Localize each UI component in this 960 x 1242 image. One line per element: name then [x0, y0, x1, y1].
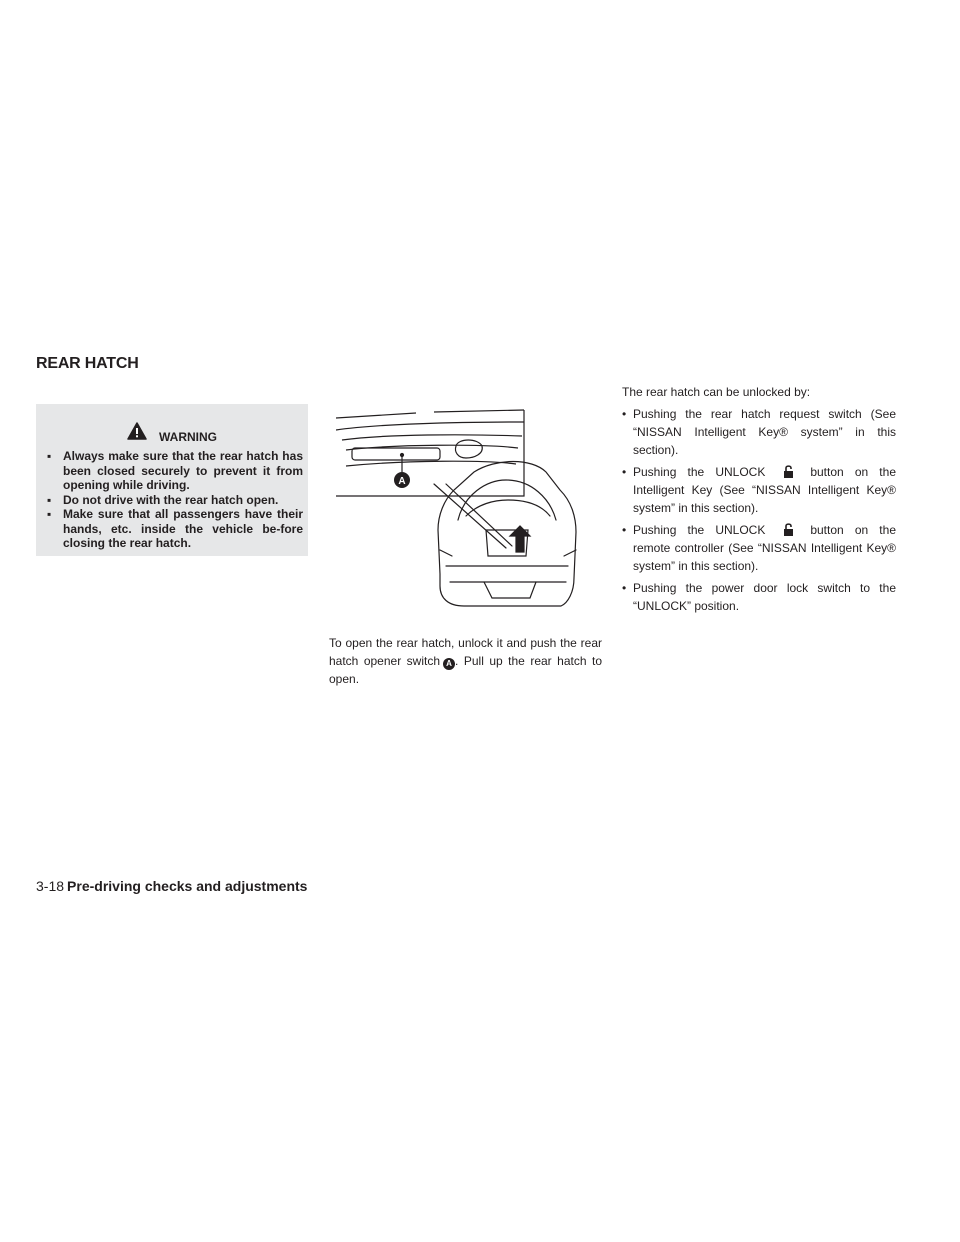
unlock-methods	[622, 383, 896, 619]
section-title: REAR HATCH	[36, 355, 139, 372]
warning-box	[36, 404, 308, 556]
unlock-item: • Pushing the power door lock switch to the “UNLOCK” position.	[622, 579, 896, 615]
warning-list	[45, 449, 303, 551]
detail-inset	[336, 410, 524, 496]
callout-a-marker: A	[443, 658, 455, 670]
figure-caption	[329, 634, 602, 688]
warning-title: WARNING	[159, 430, 217, 444]
unlock-list	[622, 405, 896, 615]
caption-text-2: . Pull up the rear hatch to open.	[329, 654, 602, 686]
caption-text-1: To open the rear hatch, unlock it and push the rear hatch opener switch	[329, 636, 602, 668]
unlock-item-text: Pushing the UNLOCK	[633, 523, 766, 537]
unlock-item-text: Pushing the UNLOCK	[633, 465, 766, 479]
rear-hatch-illustration	[336, 400, 596, 620]
callout-a	[394, 472, 410, 488]
warning-header	[36, 418, 308, 444]
callout-a-label: A	[398, 476, 406, 487]
footer-section-name: Pre-driving checks and adjustments	[67, 878, 308, 894]
warning-item: ▪ Make sure that all passengers have their hands, etc. inside the vehicle be-fore closing the rear hatch.	[45, 507, 303, 551]
warning-item: ▪ Always make sure that the rear hatch has been closed securely to prevent it from opening while driving.	[45, 449, 303, 493]
unlock-intro: The rear hatch can be unlocked by:	[622, 385, 811, 399]
unlock-item	[622, 463, 896, 517]
page-footer	[36, 878, 307, 894]
unlock-item: • Pushing the rear hatch request switch (See “NISSAN Intelligent Key® system” in this section).	[622, 405, 896, 459]
unlock-item	[622, 521, 896, 575]
unlock-item-text: button on the Intelligent Key (See “NISSAN Intelligent Key® system” in this section).	[633, 465, 896, 515]
page-number: 3-18	[36, 878, 65, 894]
unlock-icon	[783, 522, 794, 536]
unlock-item-text: button on the remote controller (See “NISSAN Intelligent Key® system” in this section).	[633, 523, 896, 573]
vehicle-body-outline	[438, 462, 576, 607]
warning-triangle-icon	[127, 422, 147, 440]
unlock-icon	[783, 464, 794, 478]
warning-item: ▪ Do not drive with the rear hatch open.	[45, 493, 303, 508]
